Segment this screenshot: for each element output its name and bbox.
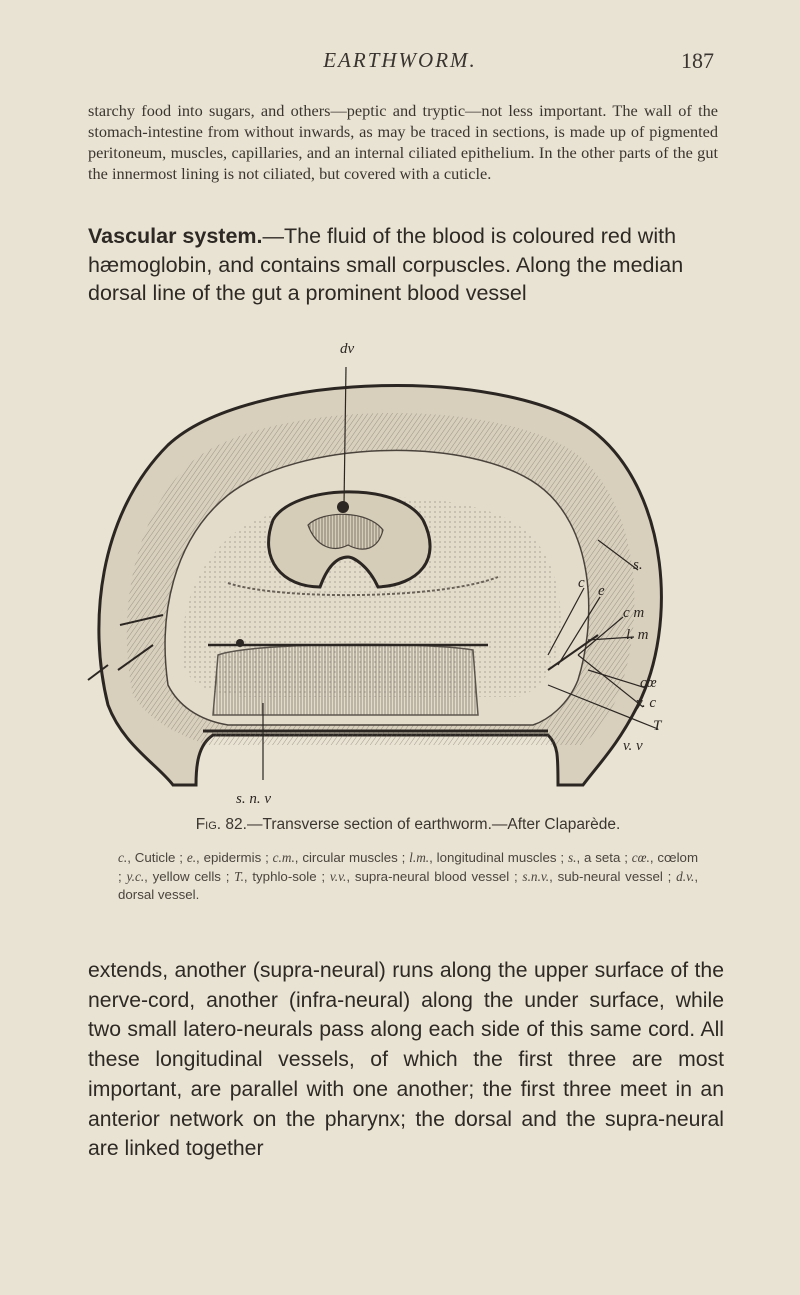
- section-illustration: [78, 325, 738, 810]
- paragraph-vascular-text: —The fluid of the blood is coloured red with hæmoglobin, and contains small corpuscles. Along the median dorsal line of the gut a prominent blood vessel: [88, 224, 684, 305]
- legend-abbr: T.: [234, 868, 244, 884]
- legend-desc: typhlo-sole: [252, 868, 317, 884]
- label-c: c: [578, 575, 585, 591]
- figure-caption-text: —Transverse section of earthworm.—After Claparède.: [246, 816, 621, 833]
- legend-abbr: cœ.: [631, 850, 650, 865]
- legend-abbr: c.: [118, 850, 128, 865]
- legend-desc: sub-neural vessel: [557, 868, 663, 884]
- paragraph-vessels: extends, another (supra-neural) runs along the upper surface of the nerve-cord, another (infra-neural) along the under surface, while two small latero-neurals pass along each side of this same cord. All these longitudinal vessels, of which the first three are most important, are parallel with one another; the first three meet in an anterior network on the pharynx; the dorsal and the supra-neural are linked together: [88, 959, 724, 1161]
- page-header: [0, 48, 800, 88]
- label-coe: cœ: [640, 675, 657, 691]
- label-s: s.: [633, 557, 643, 573]
- label-dv: dv: [340, 341, 355, 357]
- figure-number: Fig. 82.: [195, 816, 247, 833]
- supra-neural-vessel: [236, 639, 244, 647]
- label-e: e: [598, 583, 605, 599]
- label-T: T: [653, 718, 662, 734]
- paragraph-vascular: [88, 222, 724, 308]
- label-snv: s. n. v: [236, 791, 271, 807]
- figure-transverse-section: [78, 325, 738, 810]
- label-cm: c m: [623, 605, 645, 621]
- paragraph-digestion: starchy food into sugars, and others—peptic and tryptic—not less important. The wall of the stomach-intestine from without inwards, as may be traced in sections, is made up of pigmented peritoneum, muscles, capillaries, and an internal ciliated epithelium. In the other parts of the gut the innermost lining is not ciliated, but covered with a cuticle.: [88, 101, 718, 183]
- legend-desc: dorsal vessel.: [118, 887, 200, 902]
- dorsal-vessel: [337, 501, 349, 513]
- label-yc: y. c: [636, 695, 656, 711]
- legend-desc: circular muscles: [302, 850, 398, 865]
- legend-abbr: d.v.: [676, 868, 695, 884]
- legend-desc: cœlom: [657, 850, 699, 865]
- legend-abbr: s.n.v.: [522, 868, 550, 884]
- section-heading: Vascular system.: [88, 224, 263, 248]
- label-vv: v. v: [623, 738, 643, 754]
- legend-desc: longitudinal muscles: [436, 850, 557, 865]
- page-number: 187: [681, 48, 714, 73]
- legend-desc: supra-neural blood vessel: [354, 868, 510, 884]
- running-title: EARTHWORM.: [323, 48, 477, 72]
- figure-caption: [88, 816, 728, 834]
- legend-abbr: e.: [186, 850, 197, 865]
- legend-desc: a seta: [583, 850, 621, 865]
- legend-desc: epidermis: [203, 850, 262, 865]
- figure-legend: c., Cuticle ; e., epidermis ; c.m., circular muscles ; l.m., longitudinal muscles ; s., a seta ; cœ., cœlom ; y.c., yellow cells ; T., typhlo-sole ; v.v., supra-neural blood vessel ; s.n.v., sub-neural vessel ; d.v., dorsal vessel.: [118, 850, 699, 902]
- legend-abbr: v.v.: [329, 868, 347, 884]
- legend-desc: yellow cells: [152, 868, 221, 884]
- legend-abbr: y.c.: [126, 868, 145, 884]
- legend-desc: Cuticle: [134, 850, 176, 865]
- legend-abbr: l.m.: [409, 850, 430, 865]
- label-lm: l. m: [626, 627, 649, 643]
- legend-abbr: s.: [567, 850, 577, 865]
- legend-abbr: c.m.: [272, 850, 295, 865]
